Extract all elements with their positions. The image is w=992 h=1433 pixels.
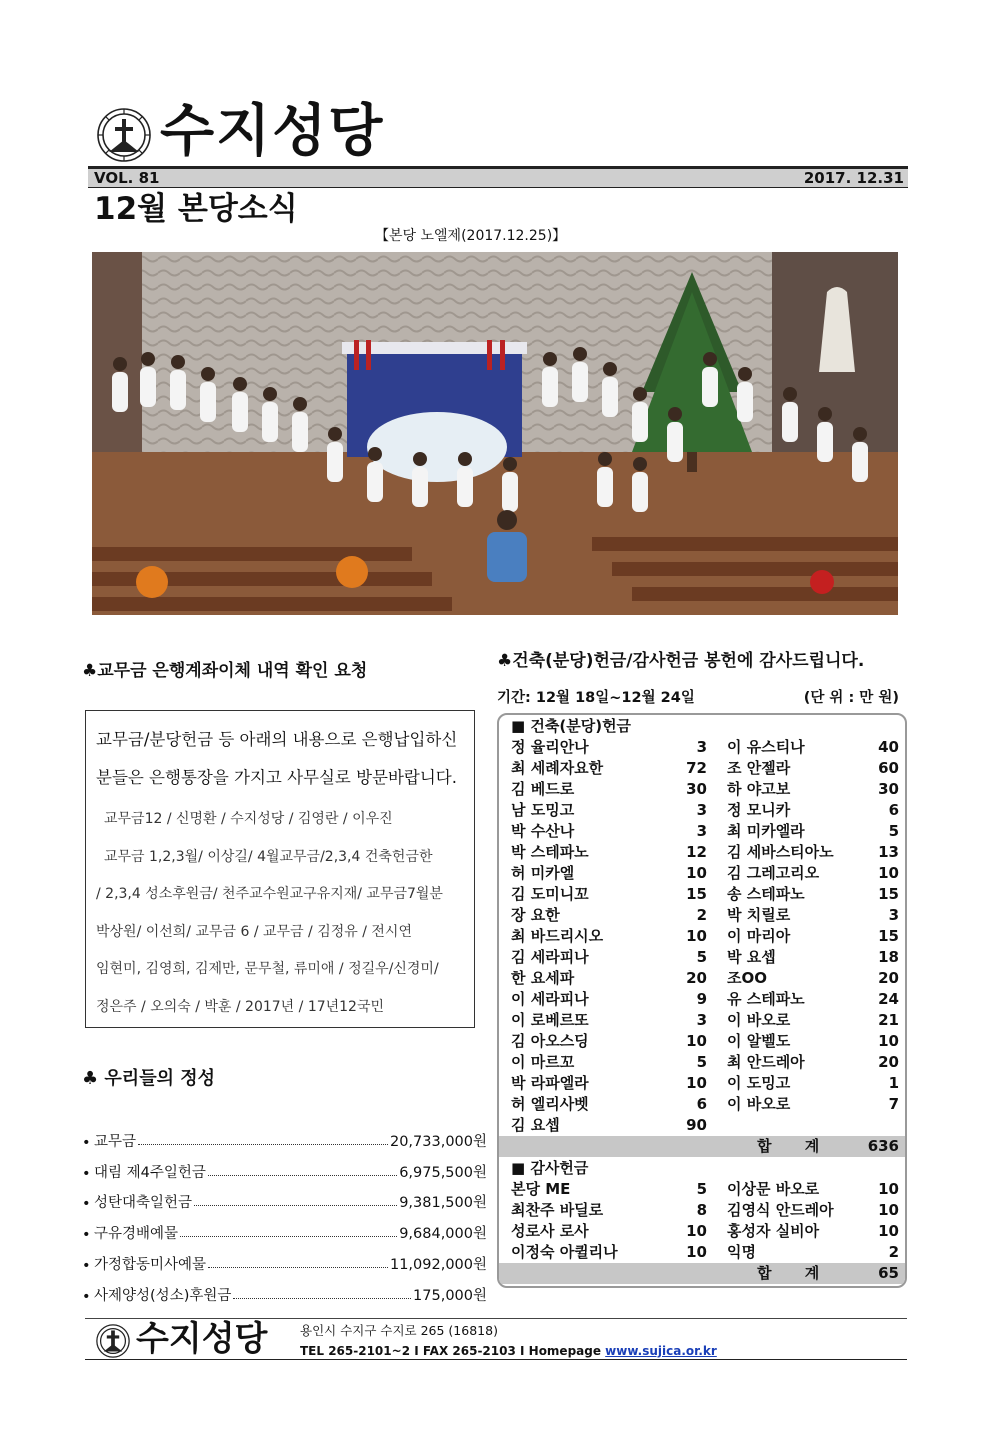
donation-row <box>499 1200 905 1221</box>
donation-row <box>499 1031 905 1052</box>
request-entry: / 2,3,4 성소후원금/ 천주교수원교구유지재/ 교무금7월분 <box>96 886 443 902</box>
donor-name: 박 스테파노 <box>511 843 589 861</box>
photo-caption: 【본당 노엘제(2017.12.25)】 <box>375 228 567 244</box>
thanks-offering-total-row <box>499 1263 905 1284</box>
donor-name: 이 유스티나 <box>727 738 805 756</box>
donor-name: 김 세라피나 <box>511 948 589 966</box>
donation-amount: 2 <box>888 1243 899 1261</box>
donor-name: 이 마르꼬 <box>511 1053 575 1071</box>
donation-row <box>499 842 905 863</box>
donation-amount: 10 <box>878 1201 899 1219</box>
donation-amount: 10 <box>878 864 899 882</box>
donation-row <box>499 779 905 800</box>
donor-name: 하 야고보 <box>727 780 791 798</box>
donation-row <box>499 1179 905 1200</box>
request-entry: 교무금 1,2,3월/ 이상길/ 4월교무금/2,3,4 건축헌금한 <box>104 848 433 865</box>
donation-amount: 10 <box>686 1074 707 1092</box>
footer-rule-bottom <box>85 1359 907 1360</box>
donation-amount: 30 <box>686 780 707 798</box>
donor-name: 정 모니카 <box>727 801 791 819</box>
footer-address: 용인시 수지구 수지로 265 (16818) <box>300 1323 498 1338</box>
donation-row <box>499 800 905 821</box>
donation-amount: 1 <box>888 1074 899 1092</box>
donor-name: 이 도밍고 <box>727 1074 791 1092</box>
offering-row: • 대림 제4주일헌금 6,975,500원 <box>82 1164 487 1182</box>
donation-amount: 20 <box>686 969 707 987</box>
donation-amount: 90 <box>686 1116 707 1134</box>
donation-row <box>499 947 905 968</box>
donation-amount: 10 <box>686 864 707 882</box>
donation-row <box>499 1115 905 1136</box>
club-icon: ♣ <box>82 1068 99 1089</box>
donation-amount: 10 <box>686 1032 707 1050</box>
offering-row: • 구유경배예물 9,684,000원 <box>82 1226 487 1244</box>
donor-name: 장 요한 <box>511 906 560 924</box>
donor-name: 박 수산나 <box>511 822 575 840</box>
donation-row <box>499 758 905 779</box>
donation-row <box>499 863 905 884</box>
donation-amount: 18 <box>878 948 899 966</box>
donation-amount: 9 <box>696 990 707 1008</box>
donation-amount: 3 <box>888 906 899 924</box>
thanks-offering-rows <box>499 1179 905 1263</box>
parish-logo-icon <box>95 1323 131 1359</box>
unit-text: (단 위 : 만 원) <box>803 690 899 706</box>
donor-name: 유 스테파노 <box>727 990 805 1008</box>
volume-bar <box>88 166 908 188</box>
period-text: 기간: 12월 18일~12월 24일 <box>497 690 695 706</box>
donation-row <box>499 926 905 947</box>
donor-name: 이 세라피나 <box>511 990 589 1008</box>
total-label: 합 계 <box>757 1264 834 1282</box>
donor-name: 최 미카엘라 <box>727 822 805 840</box>
request-entry: 박상원/ 이선희/ 교무금 6 / 교무금 / 김정유 / 전시연 <box>96 923 412 940</box>
donation-amount: 72 <box>686 759 707 777</box>
donor-name: 성로사 로사 <box>511 1222 589 1240</box>
donor-name: 박 라파엘라 <box>511 1074 589 1092</box>
donation-row <box>499 1010 905 1031</box>
donor-name: 박 치릴로 <box>727 906 791 924</box>
donor-name: 김 그레고리오 <box>727 864 820 882</box>
donation-amount: 5 <box>696 1053 707 1071</box>
donation-amount: 10 <box>686 927 707 945</box>
donation-period <box>497 688 899 708</box>
request-entry: 교무금12 / 신명환 / 수지성당 / 김영란 / 이우진 <box>104 811 393 827</box>
donation-amount: 10 <box>878 1032 899 1050</box>
donor-name: 홍성자 실비아 <box>727 1222 820 1240</box>
donor-name: 김 요셉 <box>511 1116 560 1134</box>
donation-amount: 2 <box>696 906 707 924</box>
donation-amount: 15 <box>878 885 899 903</box>
request-lead-line-1: 교무금/분당헌금 등 아래의 내용으로 은행납입하신 <box>96 730 458 749</box>
donor-name: 조 안젤라 <box>727 759 791 777</box>
donor-name: 정 율리안나 <box>511 738 589 756</box>
donation-row <box>499 737 905 758</box>
donor-name: 조OO <box>727 969 767 987</box>
donor-name: 이상문 바오로 <box>727 1180 820 1198</box>
donation-amount: 10 <box>878 1222 899 1240</box>
donor-name: 이 마리아 <box>727 927 791 945</box>
donor-name: 허 미카엘 <box>511 864 575 882</box>
donor-name: 김 베드로 <box>511 780 575 798</box>
thanks-offering-total: 65 <box>878 1264 899 1282</box>
donations-heading: ♣건축(분당)헌금/감사헌금 봉헌에 감사드립니다. <box>497 651 865 671</box>
offering-row: • 성탄대축일헌금 9,381,500원 <box>82 1195 487 1213</box>
donor-name: 이 바오로 <box>727 1011 791 1029</box>
offering-row: • 사제양성(성소)후원금 175,000원 <box>82 1287 487 1305</box>
building-fund-heading: ■ 건축(분당)헌금 <box>511 717 632 735</box>
donation-row <box>499 968 905 989</box>
donation-amount: 30 <box>878 780 899 798</box>
donation-amount: 20 <box>878 1053 899 1071</box>
page-title: 12월 본당소식 <box>94 191 298 227</box>
donor-name: 본당 ME <box>511 1180 571 1198</box>
donation-amount: 3 <box>696 801 707 819</box>
request-entry: 임현미, 김영희, 김제만, 문무철, 류미애 / 정길우/신경미/ <box>96 961 439 977</box>
donation-amount: 6 <box>888 801 899 819</box>
donation-row <box>499 1052 905 1073</box>
donation-amount: 10 <box>878 1180 899 1198</box>
total-label: 합 계 <box>757 1137 834 1155</box>
donor-name: 이 알벨도 <box>727 1032 791 1050</box>
donor-name: 이 로베르또 <box>511 1011 589 1029</box>
donation-amount: 15 <box>686 885 707 903</box>
request-entry: 정은주 / 오의숙 / 박훈 / 2017년 / 17년12국민 <box>96 998 385 1015</box>
donation-amount: 10 <box>686 1222 707 1240</box>
homepage-link[interactable]: www.sujica.or.kr <box>605 1344 717 1358</box>
donor-name: 김 세바스티아노 <box>727 843 834 861</box>
nativity-play-photo <box>92 252 898 615</box>
donation-amount: 21 <box>878 1011 899 1029</box>
donor-name: 익명 <box>727 1243 756 1261</box>
masthead-title: 수지성당 <box>160 99 385 164</box>
donation-row <box>499 1221 905 1242</box>
bank-transfer-heading: ♣교무금 은행계좌이체 내역 확인 요청 <box>82 661 368 681</box>
donation-amount: 60 <box>878 759 899 777</box>
footer-contact: TEL 265-2101~2 I FAX 265-2103 I Homepage www.sujica.or.kr <box>300 1344 717 1358</box>
offerings-list <box>82 1120 487 1305</box>
donation-amount: 7 <box>888 1095 899 1113</box>
donation-amount: 6 <box>696 1095 707 1113</box>
donation-amount: 40 <box>878 738 899 756</box>
donor-name: 최찬주 바딜로 <box>511 1201 604 1219</box>
donation-amount: 3 <box>696 1011 707 1029</box>
donation-amount: 15 <box>878 927 899 945</box>
thanks-offering-heading: ■ 감사헌금 <box>511 1159 589 1177</box>
donor-name: 김영식 안드레아 <box>727 1201 834 1219</box>
donor-name: 송 스테파노 <box>727 885 805 903</box>
donation-amount: 8 <box>696 1201 707 1219</box>
donation-amount: 13 <box>878 843 899 861</box>
donor-name: 이정숙 아퀼리나 <box>511 1243 618 1261</box>
donation-amount: 3 <box>696 822 707 840</box>
request-lead-line-2: 분들은 은행통장을 가지고 사무실로 방문바랍니다. <box>96 768 457 787</box>
donation-amount: 5 <box>696 948 707 966</box>
donor-name: 한 요세파 <box>511 969 575 987</box>
building-fund-total: 636 <box>867 1137 899 1155</box>
building-fund-total-row <box>499 1136 905 1157</box>
donor-name: 김 도미니꼬 <box>511 885 589 903</box>
donation-row <box>499 1094 905 1115</box>
donation-row <box>499 884 905 905</box>
donation-amount: 3 <box>696 738 707 756</box>
volume-number: VOL. 81 <box>94 169 160 187</box>
donor-name: 허 엘리사벳 <box>511 1095 589 1113</box>
donor-name: 박 요셉 <box>727 948 776 966</box>
offering-row: • 가정합동미사예물 11,092,000원 <box>82 1256 487 1274</box>
donation-amount: 10 <box>686 1243 707 1261</box>
footer-parish-name: 수지성당 <box>136 1319 268 1359</box>
donation-amount: 12 <box>686 843 707 861</box>
donation-row <box>499 989 905 1010</box>
donor-name: 김 아오스딩 <box>511 1032 589 1050</box>
donor-name: 남 도밍고 <box>511 801 575 819</box>
donation-row <box>499 821 905 842</box>
donor-name: 최 바드리시오 <box>511 927 604 945</box>
donations-table <box>497 713 907 1288</box>
request-entries <box>96 801 466 1026</box>
offerings-heading: ♣ 우리들의 정성 <box>82 1068 216 1089</box>
donor-name: 최 안드레아 <box>727 1053 805 1071</box>
donation-row <box>499 1242 905 1263</box>
issue-date: 2017. 12.31 <box>803 169 904 187</box>
donor-name: 최 세례자요한 <box>511 759 604 777</box>
building-fund-rows <box>499 737 905 1136</box>
donation-amount: 5 <box>696 1180 707 1198</box>
offering-row: • 교무금 20,733,000원 <box>82 1133 487 1151</box>
donation-row <box>499 1073 905 1094</box>
donation-amount: 20 <box>878 969 899 987</box>
donor-name: 이 바오로 <box>727 1095 791 1113</box>
donation-amount: 24 <box>878 990 899 1008</box>
bank-transfer-request-box <box>85 710 475 1028</box>
parish-logo-icon <box>95 106 153 164</box>
donation-row <box>499 905 905 926</box>
donation-amount: 5 <box>888 822 899 840</box>
